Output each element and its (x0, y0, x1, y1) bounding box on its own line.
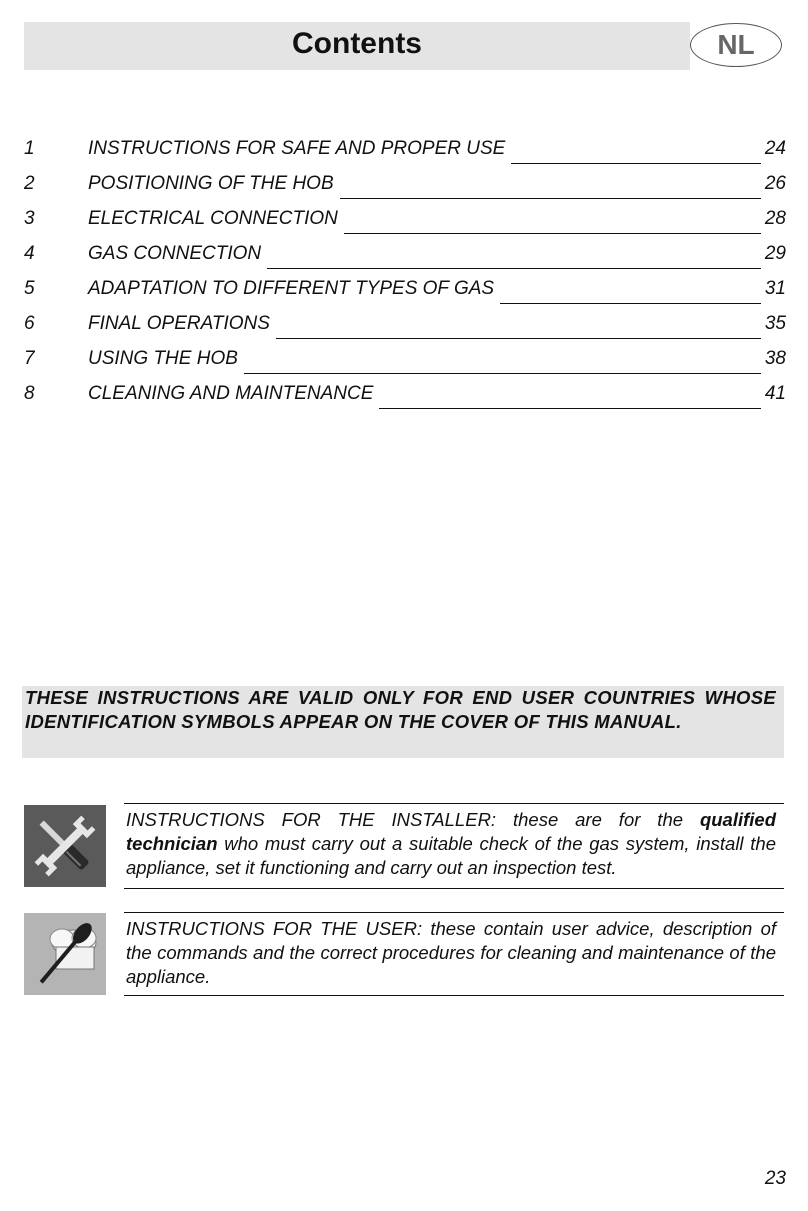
toc-page: 26 (764, 173, 786, 194)
table-of-contents (24, 138, 786, 418)
toc-entry[interactable] (24, 138, 786, 173)
page-number: 23 (764, 1168, 786, 1189)
toc-title: INSTRUCTIONS FOR SAFE AND PROPER USE (88, 138, 506, 159)
toc-leader (344, 233, 761, 234)
toc-title: POSITIONING OF THE HOB (88, 173, 334, 194)
toc-number: 4 (24, 243, 35, 264)
toc-title: ELECTRICAL CONNECTION (88, 208, 338, 229)
toc-title: ADAPTATION TO DIFFERENT TYPES OF GAS (88, 278, 495, 299)
language-badge: NL (690, 23, 782, 67)
toc-page: 31 (764, 278, 786, 299)
toc-entry[interactable] (24, 208, 786, 243)
toc-number: 7 (24, 348, 35, 369)
toc-title: FINAL OPERATIONS (88, 313, 270, 334)
toc-number: 1 (24, 138, 35, 159)
installer-notice (124, 803, 784, 889)
installer-notice-text-after: who must carry out a suitable check of the gas system, install the appliance, set it functioning and carry out an inspection test. (126, 833, 776, 878)
toc-entry[interactable] (24, 348, 786, 383)
installer-notice-text-before: INSTRUCTIONS FOR THE INSTALLER: these are for the (126, 809, 684, 830)
installer-notice-bold: qualified technician (126, 809, 777, 854)
toc-title: USING THE HOB (88, 348, 238, 369)
toc-number: 2 (24, 173, 35, 194)
toc-page: 35 (764, 313, 786, 334)
toc-entry[interactable] (24, 278, 786, 313)
user-notice: INSTRUCTIONS FOR THE USER: these contain user advice, description of the commands and the correct procedures for cleaning and maintenance of the appliance. (124, 912, 784, 996)
toc-leader (340, 198, 761, 199)
toc-leader (244, 373, 761, 374)
toc-number: 5 (24, 278, 35, 299)
toc-number: 6 (24, 313, 35, 334)
toc-number: 8 (24, 383, 35, 404)
toc-page: 24 (764, 138, 786, 159)
toc-entry[interactable] (24, 383, 786, 418)
page-title: Contents (292, 27, 422, 60)
toc-entry[interactable] (24, 243, 786, 278)
tools-icon (24, 805, 106, 887)
toc-title: CLEANING AND MAINTENANCE (88, 383, 374, 404)
toc-entry[interactable] (24, 173, 786, 208)
toc-leader (379, 408, 760, 409)
validity-notice: THESE INSTRUCTIONS ARE VALID ONLY FOR END USER COUNTRIES WHOSE IDENTIFICATION SYMBOLS APPEAR ON THE COVER OF THIS MANUAL. (22, 686, 784, 758)
toc-number: 3 (24, 208, 35, 229)
toc-page: 38 (764, 348, 786, 369)
toc-leader (511, 163, 761, 164)
chef-spoon-icon (24, 913, 106, 995)
toc-page: 28 (764, 208, 786, 229)
toc-title: GAS CONNECTION (88, 243, 262, 264)
toc-page: 41 (764, 383, 786, 404)
toc-leader (276, 338, 761, 339)
toc-page: 29 (764, 243, 786, 264)
toc-leader (267, 268, 761, 269)
toc-leader (500, 303, 761, 304)
toc-entry[interactable] (24, 313, 786, 348)
